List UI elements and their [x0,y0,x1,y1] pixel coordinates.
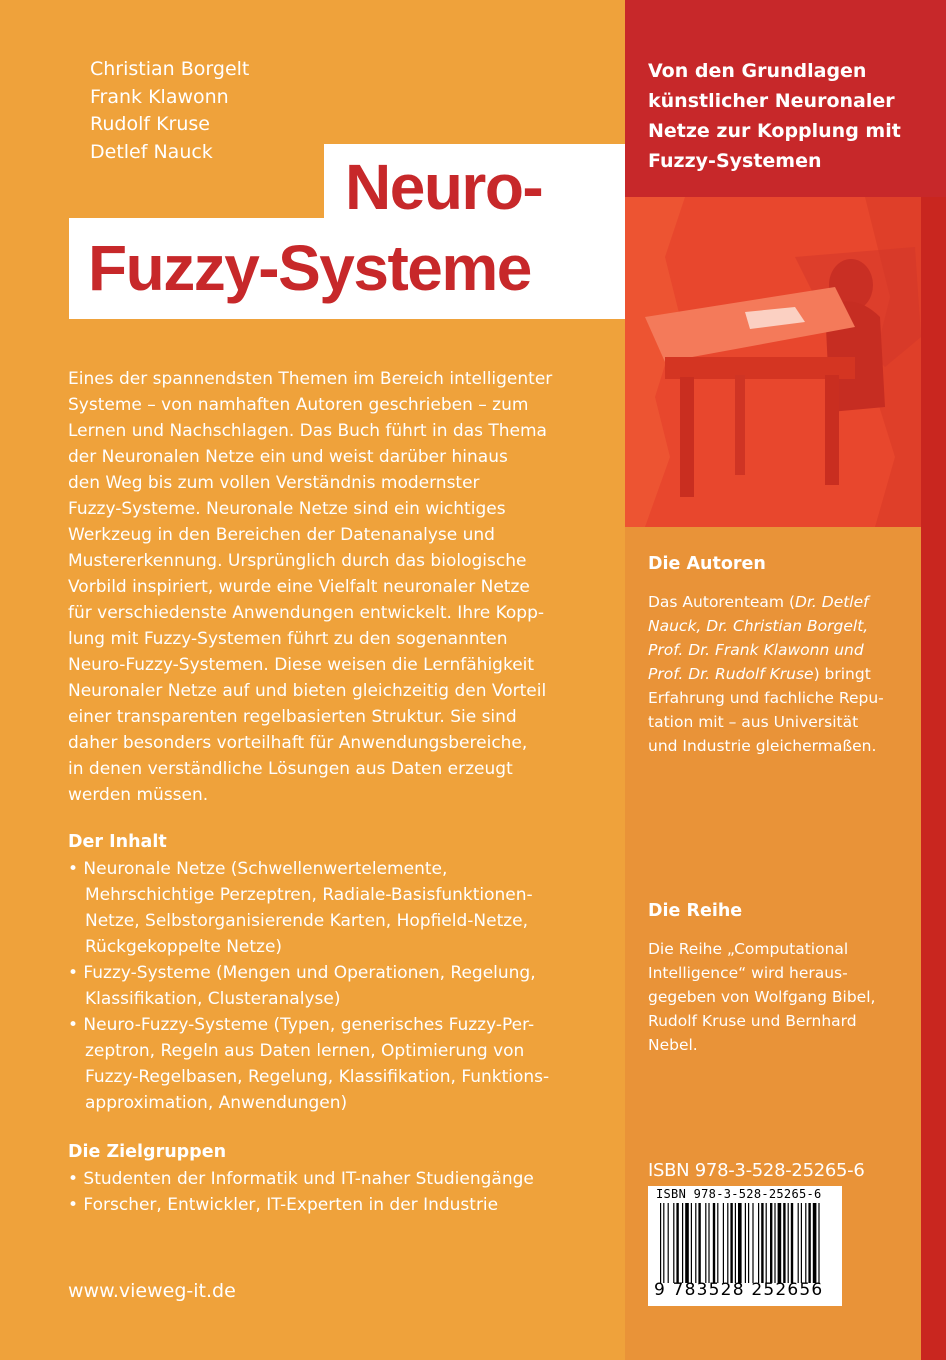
list-item: • Neuro-Fuzzy-Systeme (Typen, generisches Fuzzy-Per- [68,1015,535,1035]
list-item-continuation: Netze, Selbstorganisierende Karten, Hopfield-Netze, [85,911,529,931]
description-line: den Weg bis zum vollen Verständnis modernster [68,473,480,493]
description-line: daher besonders vorteilhaft für Anwendungsbereiche, [68,733,528,753]
description-line: in denen verständliche Lösungen aus Daten erzeugt [68,759,513,779]
barcode-digits: 9 783528 252656 [654,1280,824,1300]
description-line: der Neuronalen Netze ein und weist darüber hinaus [68,447,508,467]
list-item: • Forscher, Entwickler, IT-Experten in der Industrie [68,1195,499,1215]
autoren-line: Prof. Dr. Frank Klawonn und [648,641,864,659]
description-line: werden müssen. [68,785,209,805]
list-item-continuation: Fuzzy-Regelbasen, Regelung, Klassifikation, Funktions- [85,1067,550,1087]
description-line: Lernen und Nachschlagen. Das Buch führt in das Thema [68,421,547,441]
author-name: Detlef Nauck [90,140,213,163]
reihe-text [648,937,875,1057]
autoren-line: und Industrie gleichermaßen. [648,737,877,755]
spine-edge [921,0,946,1360]
tagline-line: Von den Grundlagen [648,60,867,82]
title-line-1: Neuro- [345,151,543,223]
zielgruppen-list [68,1166,534,1218]
barcode [648,1186,842,1306]
description-line: Neuronaler Netze auf und bieten gleichzeitig den Vorteil [68,681,547,701]
description-line: Mustererkennung. Ursprünglich durch das biologische [68,551,527,571]
autoren-line: tation mit – aus Universität [648,713,859,731]
description-line: Neuro-Fuzzy-Systemen. Diese weisen die Lernfähigkeit [68,655,535,675]
cover-photo [625,197,921,527]
autoren-line: Nauck, Dr. Christian Borgelt, [648,617,869,635]
author-name: Frank Klawonn [90,85,229,108]
list-item-continuation: zeptron, Regeln aus Daten lernen, Optimierung von [85,1041,525,1061]
inhalt-heading: Der Inhalt [68,832,167,852]
autoren-line: Das Autorenteam (Dr. Detlef [648,593,869,611]
author-name: Rudolf Kruse [90,113,210,135]
autoren-line: Prof. Dr. Rudolf Kruse) bringt [648,665,871,683]
description-line: Fuzzy-Systeme. Neuronale Netze sind ein wichtiges [68,499,506,519]
barcode-isbn-text: ISBN 978-3-528-25265-6 [656,1187,822,1201]
zielgruppen-heading: Die Zielgruppen [68,1142,227,1162]
person-at-desk-illustration [625,197,921,527]
reihe-line: Intelligence“ wird heraus- [648,964,848,982]
publisher-url[interactable]: www.vieweg-it.de [68,1280,236,1302]
list-item: • Fuzzy-Systeme (Mengen und Operationen, Regelung, [68,963,536,983]
list-item: • Neuronale Netze (Schwellenwertelemente, [68,859,448,879]
description-line: Eines der spannendsten Themen im Bereich intelligenter [68,369,553,389]
tagline-line: künstlicher Neuronaler [648,90,895,112]
title-line-2: Fuzzy-Systeme [88,232,531,304]
description-line: Vorbild inspiriert, wurde eine Vielfalt neuronaler Netze [68,577,530,597]
list-item-continuation: Klassifikation, Clusteranalyse) [85,989,341,1009]
list-item-continuation: approximation, Anwendungen) [85,1093,348,1113]
reihe-line: gegeben von Wolfgang Bibel, [648,988,876,1006]
inhalt-list [68,856,549,1116]
description-line: lung mit Fuzzy-Systemen führt zu den sogenannten [68,629,508,649]
description-line: Werkzeug in den Bereichen der Datenanalyse und [68,525,495,545]
autoren-line: Erfahrung und fachliche Repu- [648,689,884,707]
reihe-line: Die Reihe „Computational [648,940,849,958]
barcode-bars [660,1203,836,1283]
author-list [90,56,249,166]
list-item: • Studenten der Informatik und IT-naher Studiengänge [68,1169,534,1189]
reihe-heading: Die Reihe [648,901,743,921]
list-item-continuation: Rückgekoppelte Netze) [85,937,283,957]
description-line: einer transparenten regelbasierten Struktur. Sie sind [68,707,517,727]
tagline [648,56,918,176]
list-item-continuation: Mehrschichtige Perzeptren, Radiale-Basisfunktionen- [85,885,533,905]
tagline-line: Netze zur Kopplung mit [648,120,901,142]
description-line: Systeme – von namhaften Autoren geschrieben – zum [68,395,529,415]
author-name: Christian Borgelt [90,58,250,80]
autoren-text [648,590,884,758]
isbn-label: ISBN 978-3-528-25265-6 [648,1160,865,1181]
reihe-line: Rudolf Kruse und Bernhard [648,1012,857,1030]
reihe-line: Nebel. [648,1036,698,1054]
description-line: für verschiedenste Anwendungen entwickelt. Ihre Kopp- [68,603,544,623]
description [68,366,618,808]
tagline-line: Fuzzy-Systemen [648,150,822,172]
autoren-heading: Die Autoren [648,554,766,574]
